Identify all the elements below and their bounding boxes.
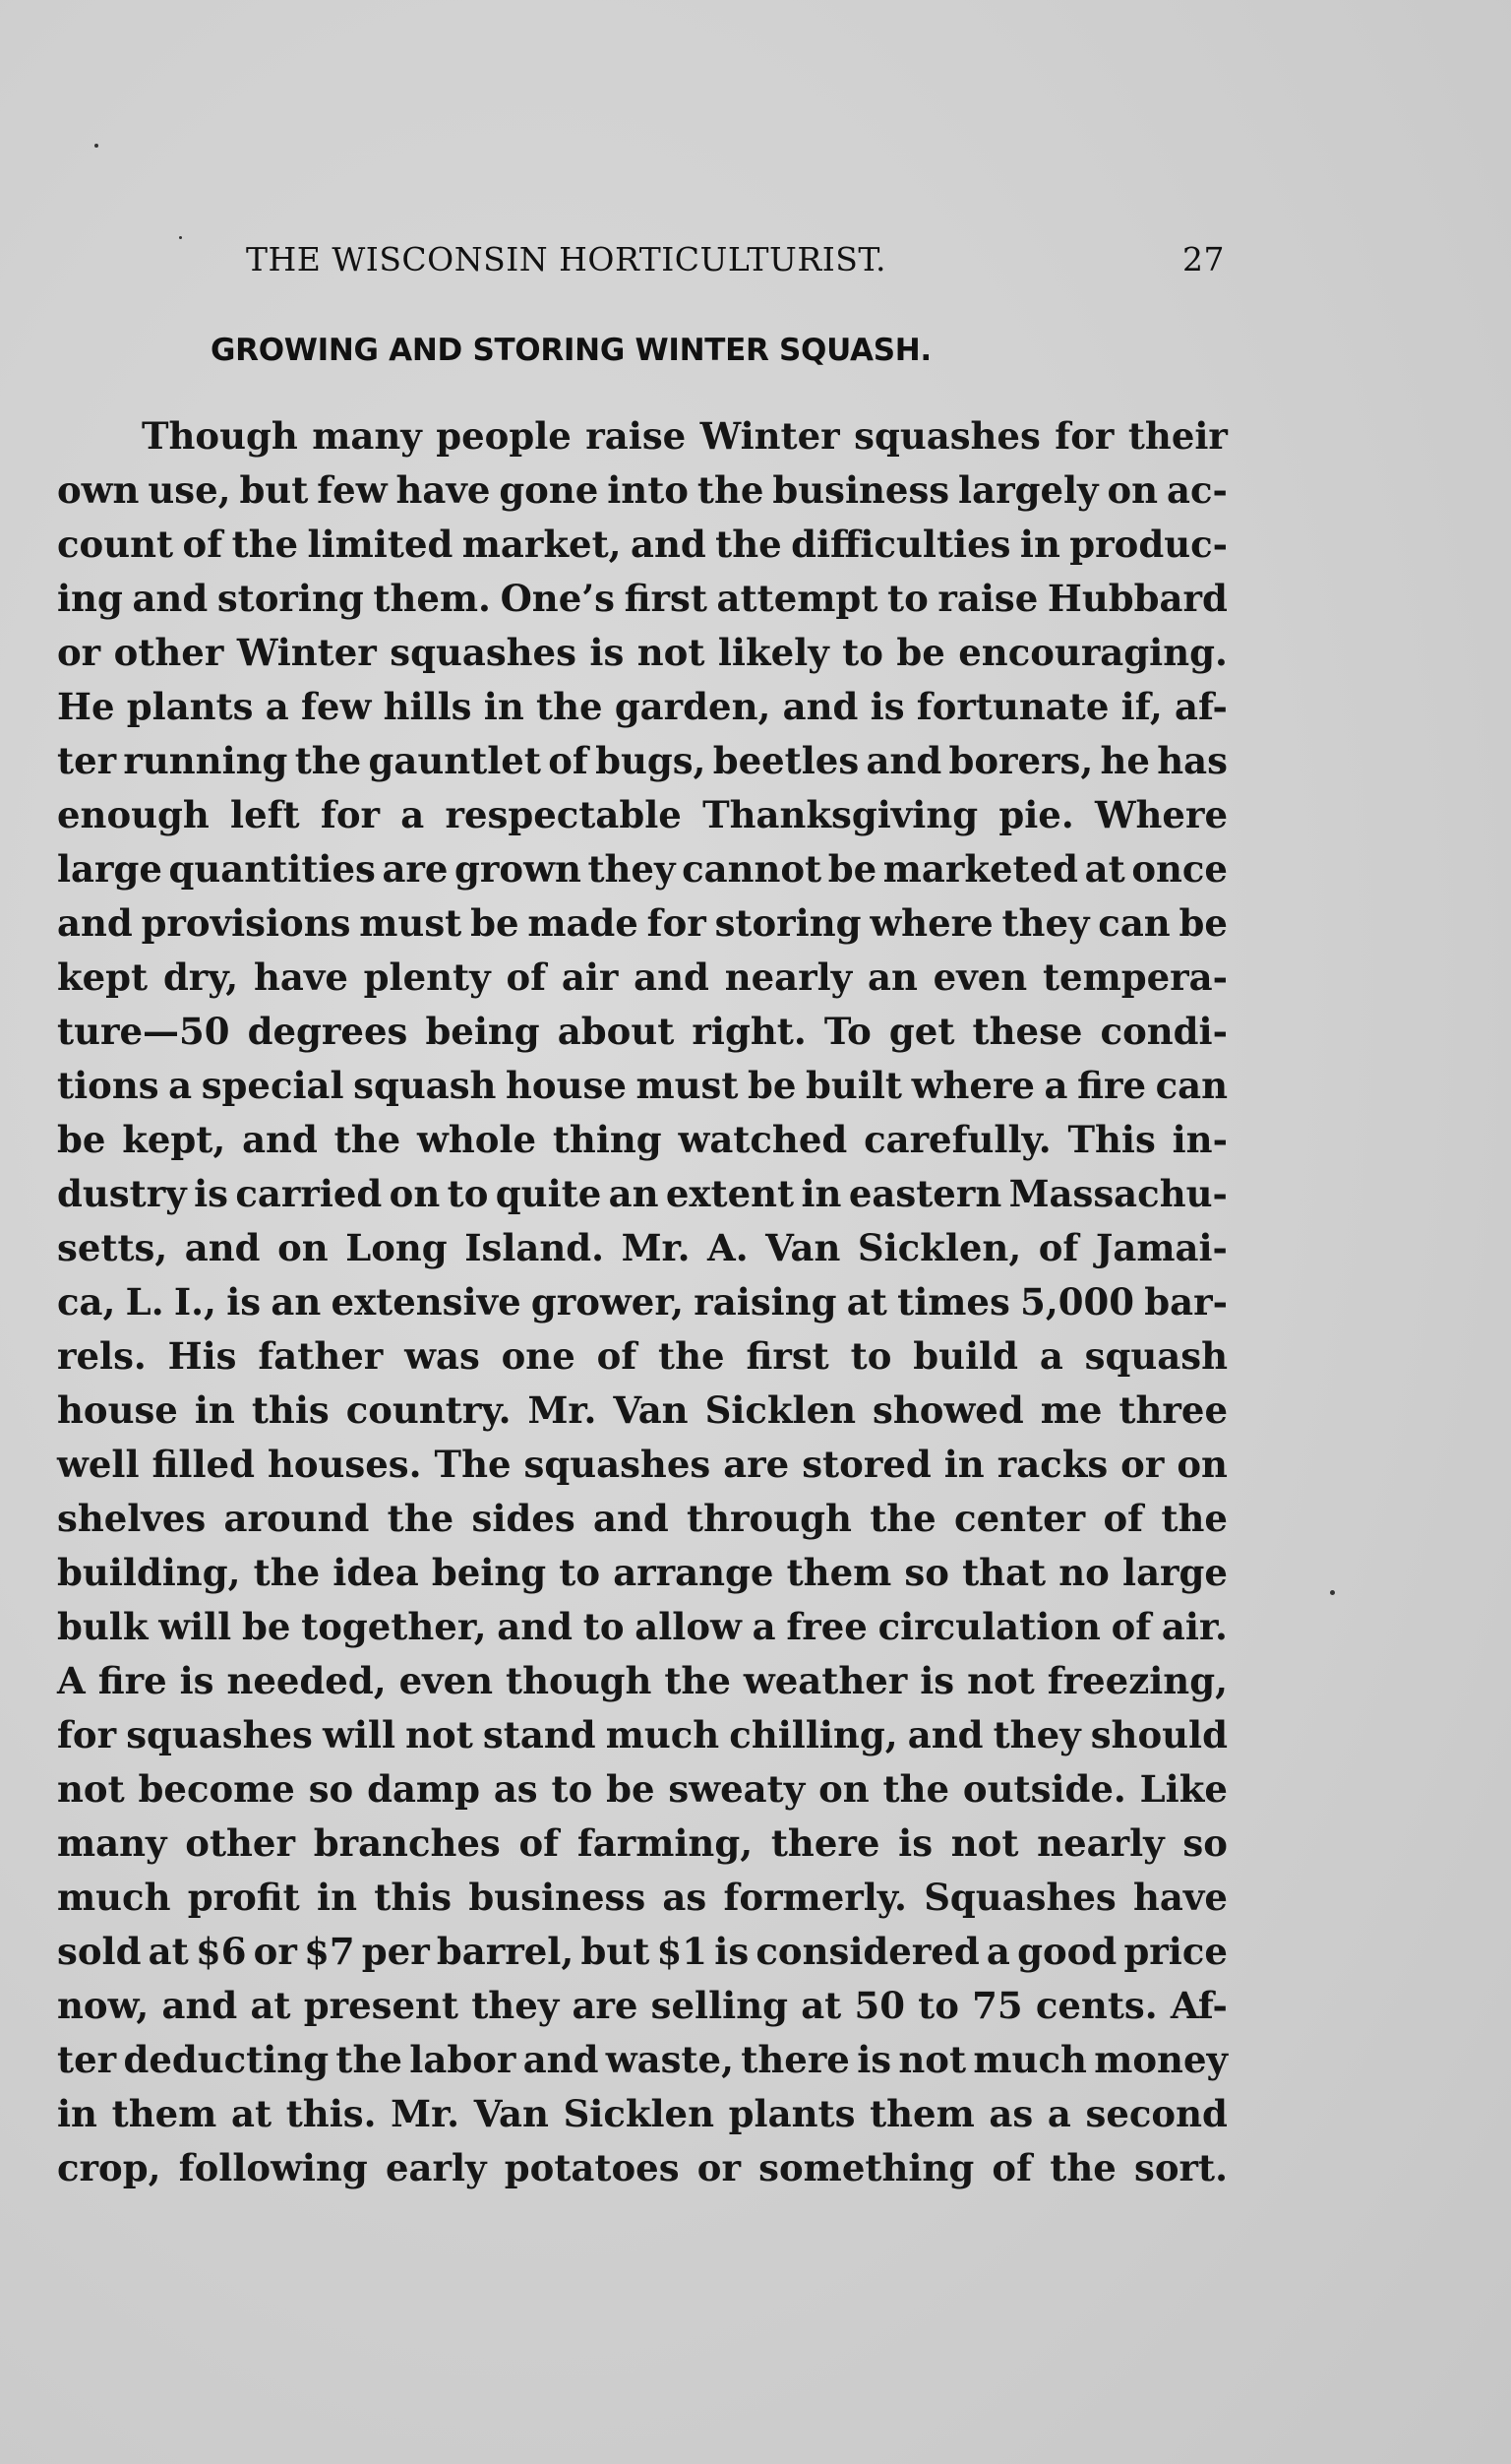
text-line: many other branches of farming, there is not nearly so bbox=[57, 1821, 1228, 1865]
text-line: crop, following early potatoes or something of the sort. bbox=[57, 2146, 1228, 2189]
text-line: much profit in this business as formerly. Squashes have bbox=[57, 1876, 1228, 1919]
text-line: well filled houses. The squashes are stored in racks or on bbox=[57, 1443, 1228, 1486]
text-line: ter running the gauntlet of bugs, beetles and borers, he has bbox=[57, 739, 1228, 782]
text-line: be kept, and the whole thing watched carefully. This in- bbox=[57, 1118, 1228, 1161]
scan-speck bbox=[94, 144, 98, 148]
text-line: large quantities are grown they cannot be marketed at once bbox=[57, 847, 1228, 891]
scan-speck bbox=[1330, 1590, 1335, 1595]
text-line: tions a special squash house must be built where a fire can bbox=[57, 1064, 1228, 1107]
text-line: ture—50 degrees being about right. To get these condi- bbox=[57, 1010, 1228, 1053]
page-number: 27 bbox=[1182, 240, 1225, 278]
text-line: sold at $6 or $7 per barrel, but $1 is considered a good price bbox=[57, 1930, 1228, 1973]
text-line: now, and at present they are selling at 50 to 75 cents. Af- bbox=[57, 1984, 1228, 2027]
article-title: GROWING AND STORING WINTER SQUASH. bbox=[211, 333, 932, 368]
text-line: own use, but few have gone into the business largely on ac- bbox=[57, 468, 1228, 512]
text-line: and provisions must be made for storing where they can be bbox=[57, 901, 1228, 945]
text-line: in them at this. Mr. Van Sicklen plants them as a second bbox=[57, 2092, 1228, 2135]
text-line: not become so damp as to be sweaty on the outside. Like bbox=[57, 1767, 1228, 1811]
text-line: A fire is needed, even though the weather is not freezing, bbox=[57, 1659, 1228, 1702]
text-line: ter deducting the labor and waste, there is not much money bbox=[57, 2038, 1228, 2081]
text-line: ca, L. I., is an extensive grower, raising at times 5,000 bar- bbox=[57, 1280, 1228, 1324]
journal-title: THE WISCONSIN HORTICULTURIST. bbox=[246, 240, 887, 278]
text-line: rels. His father was one of the first to build a squash bbox=[57, 1334, 1228, 1378]
running-head bbox=[242, 240, 1226, 289]
text-line: or other Winter squashes is not likely to be encouraging. bbox=[57, 631, 1228, 674]
text-line: dustry is carried on to quite an extent in eastern Massachu- bbox=[57, 1172, 1228, 1215]
text-line: He plants a few hills in the garden, and is fortunate if, af- bbox=[57, 685, 1228, 728]
scan-speck bbox=[179, 236, 182, 239]
text-line: house in this country. Mr. Van Sicklen showed me three bbox=[57, 1388, 1228, 1432]
text-line: count of the limited market, and the difficulties in produc- bbox=[57, 523, 1228, 566]
text-line: bulk will be together, and to allow a free circulation of air. bbox=[57, 1605, 1228, 1648]
text-line: setts, and on Long Island. Mr. A. Van Sicklen, of Jamai- bbox=[57, 1226, 1228, 1269]
article-body bbox=[57, 409, 1228, 2195]
text-line: building, the idea being to arrange them so that no large bbox=[57, 1551, 1228, 1594]
text-line: kept dry, have plenty of air and nearly an even tempera- bbox=[57, 955, 1228, 999]
text-line: enough left for a respectable Thanksgiving pie. Where bbox=[57, 793, 1228, 836]
text-line: ing and storing them. One’s first attempt to raise Hubbard bbox=[57, 577, 1228, 620]
text-line: shelves around the sides and through the center of the bbox=[57, 1497, 1228, 1540]
text-line: Though many people raise Winter squashes for their bbox=[142, 414, 1228, 458]
text-line: for squashes will not stand much chilling, and they should bbox=[57, 1713, 1228, 1756]
